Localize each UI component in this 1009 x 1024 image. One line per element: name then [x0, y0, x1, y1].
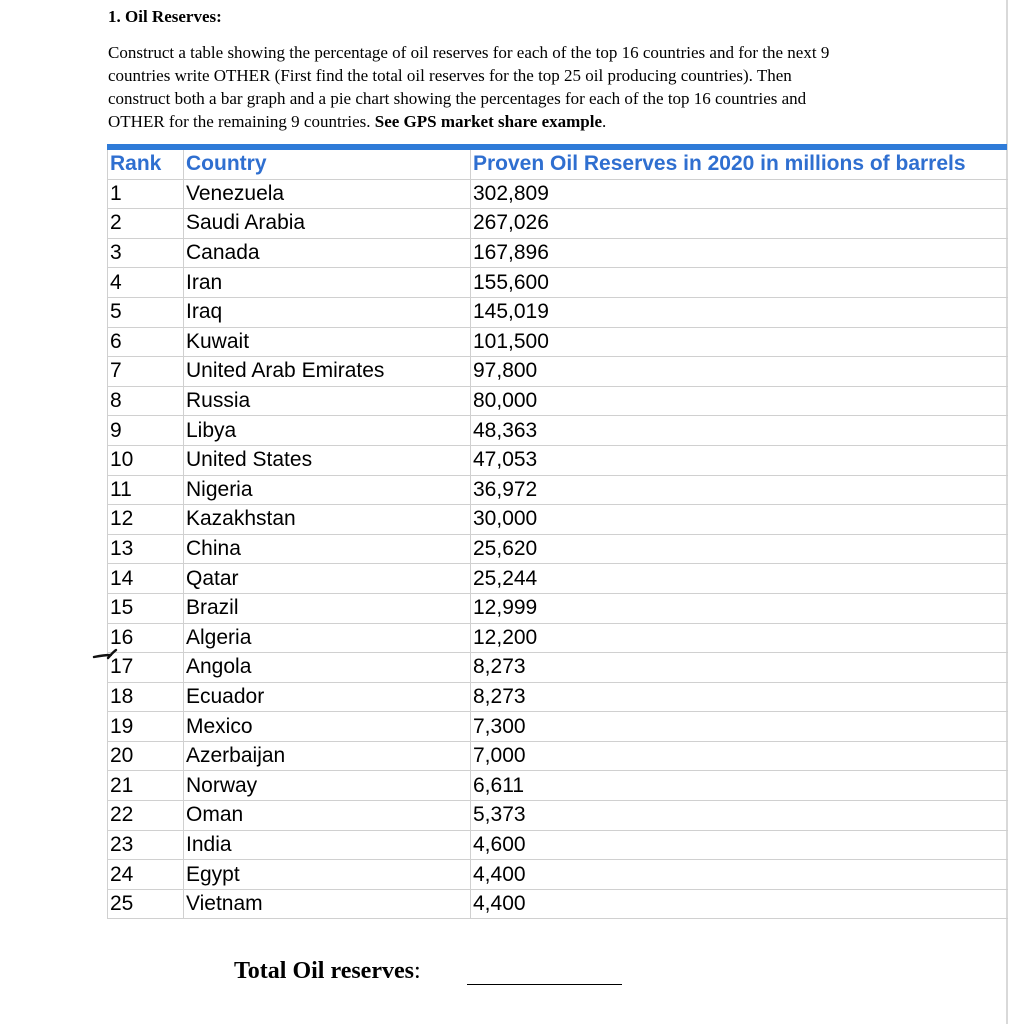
country-cell: Saudi Arabia — [184, 209, 471, 239]
rank-cell: 24 — [108, 860, 184, 890]
table-row — [108, 741, 1008, 771]
rank-cell: 25 — [108, 889, 184, 919]
table-row — [108, 327, 1008, 357]
country-cell: Vietnam — [184, 889, 471, 919]
country-cell: Norway — [184, 771, 471, 801]
table-row — [108, 889, 1008, 919]
reserves-cell: 155,600 — [471, 268, 1008, 298]
rank-cell: 9 — [108, 416, 184, 446]
country-cell: Nigeria — [184, 475, 471, 505]
table-row — [108, 830, 1008, 860]
rank-cell: 16 — [108, 623, 184, 653]
rank-cell: 11 — [108, 475, 184, 505]
reserves-cell: 7,300 — [471, 712, 1008, 742]
instructions-line-4-end: . — [602, 112, 607, 131]
reserves-table — [107, 150, 1008, 919]
total-label-text: Total Oil reserves — [234, 958, 414, 984]
table-row — [108, 209, 1008, 239]
rank-cell: 23 — [108, 830, 184, 860]
rank-cell: 14 — [108, 564, 184, 594]
reserves-cell: 25,620 — [471, 534, 1008, 564]
table-row — [108, 238, 1008, 268]
country-cell: Ecuador — [184, 682, 471, 712]
total-oil-reserves-label — [234, 958, 421, 985]
table-row — [108, 445, 1008, 475]
country-cell: China — [184, 534, 471, 564]
country-cell: Iran — [184, 268, 471, 298]
table-row — [108, 771, 1008, 801]
table-row — [108, 682, 1008, 712]
rank-cell: 5 — [108, 297, 184, 327]
table-row — [108, 505, 1008, 535]
reserves-cell: 8,273 — [471, 682, 1008, 712]
reserves-cell: 47,053 — [471, 445, 1008, 475]
rank-cell: 15 — [108, 593, 184, 623]
table-row — [108, 268, 1008, 298]
rank-cell: 17 — [108, 653, 184, 683]
country-cell: United Arab Emirates — [184, 357, 471, 387]
section-heading: 1. Oil Reserves: — [108, 7, 222, 26]
country-cell: Brazil — [184, 593, 471, 623]
table-row — [108, 416, 1008, 446]
country-cell: Libya — [184, 416, 471, 446]
table-row — [108, 297, 1008, 327]
reserves-cell: 167,896 — [471, 238, 1008, 268]
reserves-cell: 267,026 — [471, 209, 1008, 239]
rank-cell: 12 — [108, 505, 184, 535]
table-row — [108, 179, 1008, 209]
table-row — [108, 357, 1008, 387]
country-cell: Azerbaijan — [184, 741, 471, 771]
table-row — [108, 475, 1008, 505]
reserves-cell: 12,999 — [471, 593, 1008, 623]
country-cell: Oman — [184, 801, 471, 831]
reserves-column-header: Proven Oil Reserves in 2020 in millions of barrels — [471, 150, 1008, 179]
instructions-line-4-text: OTHER for the remaining 9 countries. — [108, 112, 375, 131]
table-row — [108, 653, 1008, 683]
rank-cell: 4 — [108, 268, 184, 298]
rank-cell: 18 — [108, 682, 184, 712]
country-cell: Venezuela — [184, 179, 471, 209]
reserves-cell: 8,273 — [471, 653, 1008, 683]
table-row — [108, 860, 1008, 890]
reserves-cell: 36,972 — [471, 475, 1008, 505]
reserves-cell: 48,363 — [471, 416, 1008, 446]
country-cell: Algeria — [184, 623, 471, 653]
rank-cell: 8 — [108, 386, 184, 416]
instructions-line-1: Construct a table showing the percentage of oil reserves for each of the top 16 countries and for the next 9 — [108, 43, 830, 62]
total-answer-blank[interactable] — [467, 984, 622, 985]
rank-cell: 6 — [108, 327, 184, 357]
country-cell: Qatar — [184, 564, 471, 594]
country-column-header: Country — [184, 150, 471, 179]
rank-column-header: Rank — [108, 150, 184, 179]
reserves-cell: 4,400 — [471, 860, 1008, 890]
country-cell: Kuwait — [184, 327, 471, 357]
reserves-cell: 101,500 — [471, 327, 1008, 357]
country-cell: India — [184, 830, 471, 860]
reserves-cell: 97,800 — [471, 357, 1008, 387]
table-row — [108, 564, 1008, 594]
country-cell: Egypt — [184, 860, 471, 890]
table-row — [108, 801, 1008, 831]
reserves-cell: 80,000 — [471, 386, 1008, 416]
reserves-cell: 4,600 — [471, 830, 1008, 860]
table-row — [108, 593, 1008, 623]
table-body — [108, 179, 1008, 919]
reserves-cell: 7,000 — [471, 741, 1008, 771]
total-label-colon: : — [413, 958, 421, 984]
table-row — [108, 534, 1008, 564]
country-cell: Angola — [184, 653, 471, 683]
table-row — [108, 712, 1008, 742]
reserves-cell: 6,611 — [471, 771, 1008, 801]
reserves-cell: 12,200 — [471, 623, 1008, 653]
rank-cell: 7 — [108, 357, 184, 387]
reserves-cell: 5,373 — [471, 801, 1008, 831]
country-cell: Kazakhstan — [184, 505, 471, 535]
country-cell: Mexico — [184, 712, 471, 742]
rank-cell: 3 — [108, 238, 184, 268]
instructions-line-4 — [108, 110, 908, 133]
country-cell: Russia — [184, 386, 471, 416]
rank-cell: 21 — [108, 771, 184, 801]
handwritten-dash-mark — [90, 647, 122, 667]
reserves-cell: 145,019 — [471, 297, 1008, 327]
instructions-line-3: construct both a bar graph and a pie chart showing the percentages for each of the top 16 countries and — [108, 89, 807, 108]
rank-cell: 19 — [108, 712, 184, 742]
reserves-cell: 302,809 — [471, 179, 1008, 209]
rank-cell: 22 — [108, 801, 184, 831]
instructions-paragraph — [108, 41, 908, 133]
rank-cell: 10 — [108, 445, 184, 475]
rank-cell: 2 — [108, 209, 184, 239]
rank-cell: 13 — [108, 534, 184, 564]
gps-example-reference: See GPS market share example — [374, 112, 603, 131]
reserves-cell: 25,244 — [471, 564, 1008, 594]
country-cell: Iraq — [184, 297, 471, 327]
country-cell: Canada — [184, 238, 471, 268]
table-row — [108, 386, 1008, 416]
rank-cell: 1 — [108, 179, 184, 209]
country-cell: United States — [184, 445, 471, 475]
oil-reserves-table — [107, 144, 1007, 919]
table-row — [108, 623, 1008, 653]
reserves-cell: 4,400 — [471, 889, 1008, 919]
table-header-row — [108, 150, 1008, 179]
instructions-line-2: countries write OTHER (First find the total oil reserves for the top 25 oil producing countries). Then — [108, 66, 792, 85]
reserves-cell: 30,000 — [471, 505, 1008, 535]
rank-cell: 20 — [108, 741, 184, 771]
